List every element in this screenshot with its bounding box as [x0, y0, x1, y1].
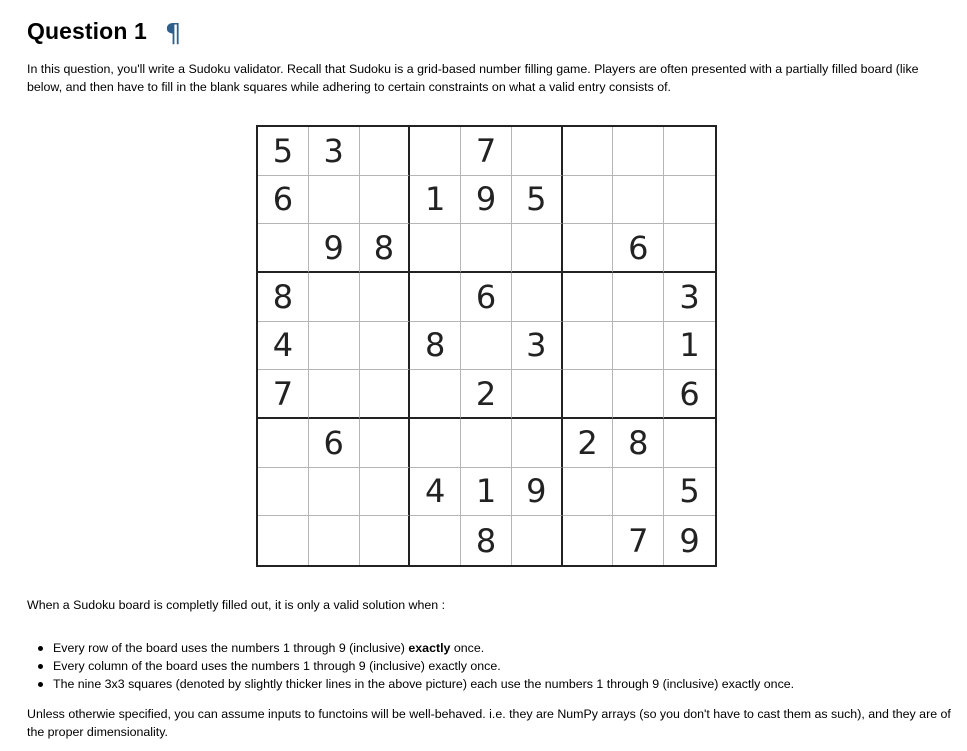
- sudoku-cell: [258, 516, 309, 565]
- sudoku-cell: [563, 468, 614, 517]
- rule-text: Every row of the board uses the numbers 1 through 9 (inclusive): [53, 641, 409, 655]
- sudoku-cell: [410, 127, 461, 176]
- sudoku-cell: [613, 127, 664, 176]
- sudoku-cell: 1: [664, 322, 715, 371]
- rule-emphasis: exactly: [408, 641, 451, 655]
- sudoku-cell: 6: [613, 224, 664, 273]
- page-title: Question 1: [27, 18, 147, 44]
- sudoku-cell: [664, 127, 715, 176]
- sudoku-cell: [309, 273, 360, 322]
- sudoku-cell: [664, 176, 715, 225]
- sudoku-cell: 1: [461, 468, 512, 517]
- sudoku-cell: [664, 224, 715, 273]
- sudoku-cell: [258, 468, 309, 517]
- intro-paragraph: In this question, you'll write a Sudoku validator. Recall that Sudoku is a grid-based number filling game. Players are often presented with a partially filled board (like below, and then have to fill in the blank squares while adhering to certain constraints on what a valid entry consists of.: [27, 62, 919, 94]
- rule-text-end: once.: [450, 641, 485, 655]
- sudoku-cell: 8: [613, 419, 664, 468]
- sudoku-cell: [410, 516, 461, 565]
- sudoku-cell: 5: [664, 468, 715, 517]
- rule-text: Every column of the board uses the numbers 1 through 9 (inclusive) exactly once.: [53, 659, 501, 673]
- sudoku-board-image: [256, 125, 717, 567]
- rule-item: [53, 657, 794, 675]
- sudoku-cell: 5: [512, 176, 563, 225]
- pilcrow-icon[interactable]: ¶: [164, 18, 182, 49]
- sudoku-cell: [512, 516, 563, 565]
- sudoku-cell: [563, 224, 614, 273]
- sudoku-cell: [563, 322, 614, 371]
- sudoku-cell: [664, 419, 715, 468]
- sudoku-cell: [512, 273, 563, 322]
- sudoku-cell: [309, 176, 360, 225]
- validity-intro-paragraph: When a Sudoku board is completly filled out, it is only a valid solution when :: [27, 598, 446, 612]
- sudoku-cell: 9: [512, 468, 563, 517]
- sudoku-cell: [258, 419, 309, 468]
- sudoku-cell: [309, 468, 360, 517]
- sudoku-cell: [512, 419, 563, 468]
- sudoku-cell: 4: [410, 468, 461, 517]
- sudoku-cell: 9: [461, 176, 512, 225]
- sudoku-cell: [410, 273, 461, 322]
- rules-list: [53, 639, 794, 693]
- sudoku-cell: [360, 176, 411, 225]
- sudoku-cell: 6: [309, 419, 360, 468]
- rule-text: The nine 3x3 squares (denoted by slightly thicker lines in the above picture) each use the numbers 1 through 9 (inclusive) exactly once.: [53, 677, 795, 691]
- sudoku-cell: [309, 322, 360, 371]
- sudoku-cell: [360, 273, 411, 322]
- sudoku-cell: [410, 419, 461, 468]
- sudoku-cell: 2: [461, 370, 512, 419]
- sudoku-cell: [613, 322, 664, 371]
- sudoku-cell: 3: [512, 322, 563, 371]
- sudoku-cell: [461, 224, 512, 273]
- sudoku-cell: 4: [258, 322, 309, 371]
- sudoku-cell: [512, 224, 563, 273]
- sudoku-cell: [613, 176, 664, 225]
- question-heading: [27, 18, 182, 49]
- sudoku-cell: 9: [309, 224, 360, 273]
- sudoku-cell: [613, 468, 664, 517]
- sudoku-cell: [360, 516, 411, 565]
- sudoku-cell: [563, 127, 614, 176]
- sudoku-cell: [613, 370, 664, 419]
- sudoku-cell: [410, 370, 461, 419]
- sudoku-cell: [360, 322, 411, 371]
- sudoku-cell: 2: [563, 419, 614, 468]
- sudoku-cell: 7: [258, 370, 309, 419]
- sudoku-cell: [512, 127, 563, 176]
- sudoku-cell: [563, 370, 614, 419]
- sudoku-cell: 6: [664, 370, 715, 419]
- sudoku-grid: [256, 125, 717, 567]
- sudoku-cell: [563, 273, 614, 322]
- sudoku-cell: 8: [360, 224, 411, 273]
- sudoku-cell: [309, 516, 360, 565]
- sudoku-cell: 5: [258, 127, 309, 176]
- sudoku-cell: 8: [410, 322, 461, 371]
- rule-item: [53, 639, 794, 657]
- sudoku-cell: [360, 127, 411, 176]
- sudoku-cell: 7: [613, 516, 664, 565]
- sudoku-cell: [563, 516, 614, 565]
- sudoku-cell: [461, 419, 512, 468]
- sudoku-cell: 3: [664, 273, 715, 322]
- sudoku-cell: [410, 224, 461, 273]
- sudoku-cell: [360, 419, 411, 468]
- sudoku-cell: 8: [461, 516, 512, 565]
- sudoku-cell: [563, 176, 614, 225]
- sudoku-cell: [258, 224, 309, 273]
- sudoku-cell: 9: [679, 521, 700, 560]
- sudoku-cell: 1: [410, 176, 461, 225]
- sudoku-cell: 6: [258, 176, 309, 225]
- rule-item: [53, 675, 794, 693]
- sudoku-cell: [512, 370, 563, 419]
- sudoku-cell: 8: [258, 273, 309, 322]
- sudoku-cell: 3: [309, 127, 360, 176]
- closing-paragraph: Unless otherwie specified, you can assume inputs to functoins will be well-behaved. i.e. they are NumPy arrays (so you don't have to cast them as such), and they are of the proper dimensionality.: [27, 707, 951, 739]
- sudoku-cell: [309, 370, 360, 419]
- sudoku-cell: [360, 468, 411, 517]
- sudoku-cell: 6: [461, 273, 512, 322]
- sudoku-cell: [613, 273, 664, 322]
- sudoku-cell: [461, 322, 512, 371]
- sudoku-cell: [360, 370, 411, 419]
- sudoku-cell: 7: [461, 127, 512, 176]
